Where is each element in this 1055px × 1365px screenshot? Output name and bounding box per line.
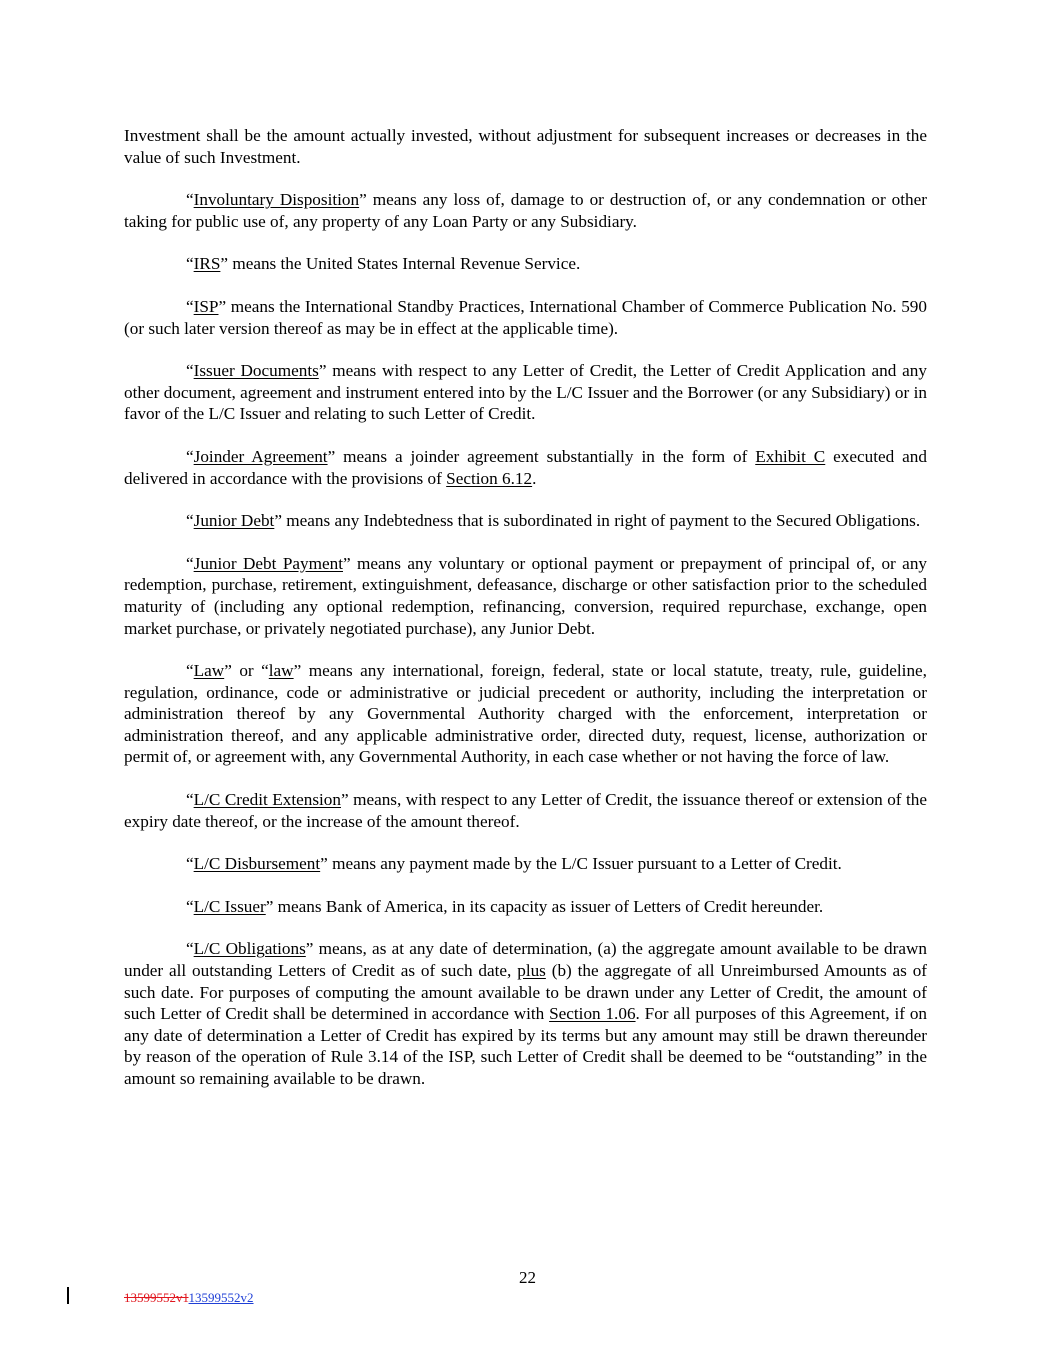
definition-law: “Law” or “law” means any international, foreign, federal, state or local statute, treaty, rule, guideline, regulation, ordinance, code or administrative or judicial precedent or authority, including the interpretation or administration thereof by any Governmental Authority charged with the enforcement, interpretation or administration thereof, and any applicable administrative order, directed duty, request, license, authorization or permit of, or agreement with, any Governmental Authority, in each case whether or not having the force of law.: [124, 661, 927, 767]
definition-connector: or: [231, 661, 262, 681]
defined-term: Junior Debt: [193, 511, 275, 531]
defined-term: IRS: [193, 254, 221, 274]
defined-term: Issuer Documents: [193, 361, 319, 381]
definition-text: means with respect to any Letter of Credit, the Letter of Credit Application and any other document, agreement and instrument entered into by the L/C Issuer and the Borrower (or any Subsidiary) or in favor of the L/C Issuer and relating to such Letter of Credit.: [124, 361, 927, 424]
definition-text: means the International Standby Practices, International Chamber of Commerce Publication No. 590 (or such later version thereof as may be in effect at the applicable time).: [124, 296, 927, 338]
definition-text: means the United States Internal Revenue Service.: [228, 254, 581, 274]
definition-text: means, as at any date of determination, (a) the aggregate amount available to be drawn under all outstanding Letters of Credit as of such date,: [124, 939, 927, 981]
section-reference: Section 1.06: [549, 1004, 636, 1024]
document-id-inserted: 13599552v2: [188, 1290, 254, 1305]
definition-text: means a joinder agreement substantially in the form of: [335, 446, 756, 466]
continuation-paragraph: [124, 125, 927, 168]
definition-junior-debt-payment: “Junior Debt Payment” means any voluntary or optional payment or prepayment of principal of, or any redemption, purchase, retirement, extinguishment, defeasance, discharge or other satisfaction prior to the scheduled maturity of (including any optional redemption, refinancing, conversion, required repurchase, exchange, open market purchase, or privately negotiated purchase), any Junior Debt.: [124, 553, 928, 638]
defined-term: Law: [193, 661, 225, 681]
definition-text: means any Indebtedness that is subordinated in right of payment to the Secured Obligations.: [281, 511, 921, 531]
emphasis-plus: plus: [517, 961, 546, 981]
defined-term: ISP: [193, 296, 219, 316]
definition-isp: “ISP” means the International Standby Practices, International Chamber of Commerce Publication No. 590 (or such later version thereof as may be in effect at the applicable time).: [124, 296, 927, 338]
definition-lc-disbursement: “L/C Disbursement” means any payment made by the L/C Issuer pursuant to a Letter of Credit.: [186, 854, 842, 874]
definition-text: means Bank of America, in its capacity as issuer of Letters of Credit hereunder.: [273, 896, 824, 916]
document-id-deleted: 13599552v1: [124, 1290, 189, 1305]
defined-term: Junior Debt Payment: [193, 553, 343, 573]
definition-issuer-documents: “Issuer Documents” means with respect to any Letter of Credit, the Letter of Credit Application and any other document, agreement and instrument entered into by the L/C Issuer and the Borrower (or any Subsidiary) or in favor of the L/C Issuer and relating to such Letter of Credit.: [124, 361, 927, 424]
definition-lc-credit-extension: “L/C Credit Extension” means, with respect to any Letter of Credit, the issuance thereof or extension of the expiry date thereof, or the increase of the amount thereof.: [124, 790, 927, 831]
definition-lc-issuer: “L/C Issuer” means Bank of America, in its capacity as issuer of Letters of Credit hereunder.: [186, 896, 824, 916]
defined-term: Involuntary Disposition: [193, 190, 360, 210]
defined-term: L/C Obligations: [193, 939, 306, 959]
paragraph-text: Investment shall be the amount actually invested, without adjustment for subsequent increases or decreases in the value of such Investment.: [124, 126, 927, 167]
document-body: [124, 125, 927, 1111]
definition-text: means any voluntary or optional payment or prepayment of principal of, or any redemption, purchase, retirement, extinguishment, defeasance, discharge or other satisfaction prior to the scheduled maturity of (including any optional redemption, refinancing, conversion, required repurchase, exchange, open market purchase, or privately negotiated purchase), any Junior Debt.: [124, 553, 928, 638]
definition-text: (b) the aggregate of all Unreimbursed Amounts as of such date. For purposes of computing the amount available to be drawn under any Letter of Credit, the amount of such Letter of Credit shall be determined in accordance with: [124, 961, 928, 1024]
definition-text: means any payment made by the L/C Issuer pursuant to a Letter of Credit.: [327, 854, 842, 874]
document-id: [124, 1290, 254, 1306]
definition-text: means any international, foreign, federal, state or local statute, treaty, rule, guideline, regulation, ordinance, code or administrative or judicial precedent or authority, including the interpretation or administration thereof by any Governmental Authority charged with the enforcement, interpretation or administration thereof, and any applicable administrative order, directed duty, request, license, authorization or permit of, or agreement with, any Governmental Authority, in each case whether or not having the force of law.: [124, 661, 927, 767]
defined-term: law: [268, 661, 294, 681]
defined-term: L/C Issuer: [193, 896, 266, 916]
definition-involuntary-disposition: “Involuntary Disposition” means any loss of, damage to or destruction of, or any condemnation or other taking for public use of, any property of any Loan Party or any Subsidiary.: [124, 190, 927, 231]
definition-junior-debt: “Junior Debt” means any Indebtedness that is subordinated in right of payment to the Secured Obligations.: [186, 511, 921, 531]
page-number: 22: [519, 1268, 536, 1287]
defined-term: L/C Disbursement: [193, 854, 321, 874]
definition-text: means any loss of, damage to or destruction of, or any condemnation or other taking for public use of, any property of any Loan Party or any Subsidiary.: [124, 190, 927, 231]
defined-term: L/C Credit Extension: [193, 790, 341, 810]
definition-text: executed and delivered in accordance with the provisions of: [124, 446, 927, 488]
definition-joinder-agreement: “Joinder Agreement” means a joinder agreement substantially in the form of Exhibit C executed and delivered in accordance with the provisions of Section 6.12.: [124, 446, 927, 488]
exhibit-reference: Exhibit C: [755, 446, 826, 466]
definition-lc-obligations: “L/C Obligations” means, as at any date of determination, (a) the aggregate amount available to be drawn under all outstanding Letters of Credit as of such date, plus (b) the aggregate of all Unreimbursed Amounts as of such date. For purposes of computing the amount available to be drawn under any Letter of Credit, the amount of such Letter of Credit shall be determined in accordance with Section 1.06. For all purposes of this Agreement, if on any date of determination a Letter of Credit has expired by its terms but any amount may still be drawn thereunder by reason of the operation of Rule 3.14 of the ISP, such Letter of Credit shall be deemed to be “outstanding” in the amount so remaining available to be drawn.: [124, 939, 928, 1088]
definition-irs: “IRS” means the United States Internal Revenue Service.: [186, 254, 581, 274]
revision-change-bar: [67, 1287, 69, 1304]
definition-text: .: [532, 468, 537, 488]
definition-text: . For all purposes of this Agreement, if on any date of determination a Letter of Credit has expired by its terms but any amount may still be drawn thereunder by reason of the operation of Rule 3.14 of the ISP, such Letter of Credit shall be deemed to be “outstanding” in the amount so remaining available to be drawn.: [124, 1004, 928, 1088]
definition-text: means, with respect to any Letter of Credit, the issuance thereof or extension of the expiry date thereof, or the increase of the amount thereof.: [124, 790, 927, 831]
defined-term: Joinder Agreement: [193, 446, 328, 466]
section-reference: Section 6.12: [446, 468, 533, 488]
